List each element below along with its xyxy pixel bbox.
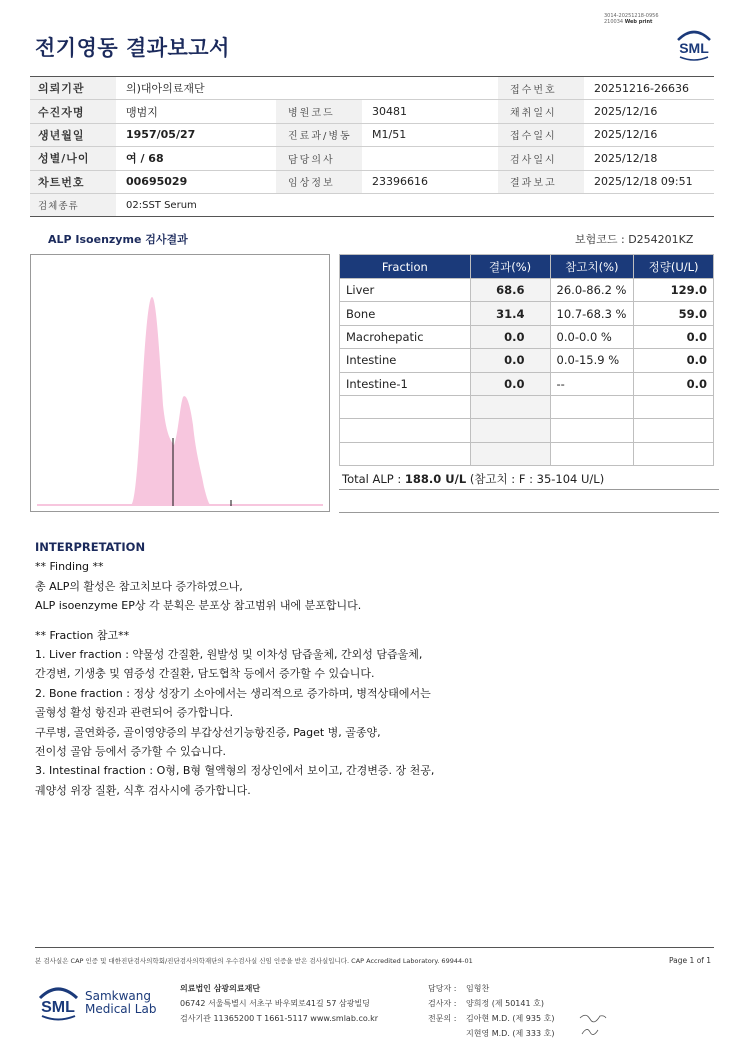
info-value: [362, 147, 498, 170]
col-header: 참고치(%): [550, 255, 634, 279]
sml-logo-icon: [36, 982, 81, 1022]
accreditation-note: 본 검사실은 CAP 인증 및 대한진단검사의학회/진단검사의학재단의 우수검사실 신임 인증을 받은 검사실입니다. CAP Accredited Laboratory. 69944-01: [35, 957, 473, 965]
fraction-result: 0.0: [470, 349, 550, 372]
info-row: [30, 123, 714, 146]
print-id: 3014-20251218-0956 210034 Web print: [604, 13, 659, 25]
info-label: 결과보고: [498, 170, 584, 193]
col-header: 정량(U/L): [634, 255, 714, 279]
insurance-code: 보험코드 : D254201KZ: [575, 233, 694, 246]
footer-divider: [35, 947, 714, 948]
info-label: 차트번호: [30, 170, 116, 193]
specimen-type: 02:SST Serum: [116, 193, 714, 216]
table-row: [340, 349, 714, 372]
page-title: 전기영동 결과보고서: [35, 36, 230, 60]
info-label: 접수번호: [498, 77, 584, 100]
fraction-amount: 0.0: [634, 325, 714, 348]
info-label: 생년월일: [30, 123, 116, 146]
info-value: 2025/12/18: [584, 147, 714, 170]
chart-number: 00695029: [116, 170, 276, 193]
table-row-empty: [340, 442, 714, 465]
table-row: [340, 372, 714, 395]
info-row: [30, 100, 714, 123]
info-value: 2025/12/18 09:51: [584, 170, 714, 193]
fraction-ref: 0.0-0.0 %: [550, 325, 634, 348]
interp-line: 1. Liver fraction : 약물성 간질환, 원발성 및 이차성 담즙울체, 간외성 담즙울체,: [35, 648, 423, 662]
info-label: 임상정보: [276, 170, 362, 193]
info-label: 검체종류: [30, 193, 116, 216]
brand-name: Samkwang Medical Lab: [85, 989, 157, 1016]
fraction-result: 68.6: [470, 279, 550, 302]
info-label: 접수일시: [498, 123, 584, 146]
info-value: 2025/12/16: [584, 100, 714, 123]
info-label: 검사일시: [498, 147, 584, 170]
table-row-empty: [340, 395, 714, 418]
fraction-result: 0.0: [470, 325, 550, 348]
interpretation-heading: INTERPRETATION: [35, 540, 146, 554]
sml-logo-icon: [674, 26, 714, 62]
table-row: [340, 279, 714, 302]
interp-line: 전이성 골암 등에서 증가할 수 있습니다.: [35, 745, 226, 759]
table-row: [340, 325, 714, 348]
interpretation: [35, 538, 715, 800]
interp-line: 간경변, 기생충 및 염증성 간질환, 담도협착 등에서 증가할 수 있습니다.: [35, 667, 375, 681]
divider: [339, 512, 719, 513]
svg-text:SML: SML: [679, 40, 709, 56]
info-value: 30481: [362, 100, 498, 123]
fraction-name: Macrohepatic: [340, 325, 471, 348]
info-label: 병원코드: [276, 100, 362, 123]
info-value: M1/51: [362, 123, 498, 146]
interp-line: 2. Bone fraction : 정상 성장기 소아에서는 생리적으로 증가하며, 병적상태에서는: [35, 686, 431, 700]
info-label: 의뢰기관: [30, 77, 116, 100]
section-title: ALP Isoenzyme 검사결과: [48, 233, 188, 246]
interp-line: 골형성 활성 항진과 관련되어 증가합니다.: [35, 706, 234, 720]
fraction-amount: 0.0: [634, 372, 714, 395]
table-row: [340, 302, 714, 325]
total-alp-value: 188.0 U/L: [404, 472, 467, 486]
info-value: 의)대아의료재단: [116, 77, 498, 100]
fraction-ref: 10.7-68.3 %: [550, 302, 634, 325]
interp-line: 구루병, 골연화증, 골이영양증의 부갑상선기능항진증, Paget 병, 골종양,: [35, 725, 381, 739]
fraction-amount: 129.0: [634, 279, 714, 302]
interp-line: 3. Intestinal fraction : O형, B형 혈액형의 정상인에서 보이고, 간경변증. 장 천공,: [35, 764, 435, 778]
fraction-name: Bone: [340, 302, 471, 325]
fraction-ref: 26.0-86.2 %: [550, 279, 634, 302]
signature-icon: [578, 1010, 608, 1040]
reference-title: ** Fraction 참고**: [35, 628, 130, 642]
info-label: 진료과/병동: [276, 123, 362, 146]
info-label: 수진자명: [30, 100, 116, 123]
patient-info-table: [30, 76, 714, 217]
page-number: Page 1 of 1: [669, 956, 712, 965]
electrophoresis-graph: [30, 254, 330, 512]
info-label: 성별/나이: [30, 147, 116, 170]
fraction-name: Intestine: [340, 349, 471, 372]
info-label: 담당의사: [276, 147, 362, 170]
fraction-table: [339, 254, 714, 466]
fraction-amount: 59.0: [634, 302, 714, 325]
fraction-ref: 0.0-15.9 %: [550, 349, 634, 372]
birth-date: 1957/05/27: [116, 123, 276, 146]
divider: [339, 489, 719, 490]
info-row: [30, 170, 714, 193]
fraction-result: 0.0: [470, 372, 550, 395]
info-row: [30, 147, 714, 170]
finding-title: ** Finding **: [35, 560, 104, 574]
interp-line: ALP isoenzyme EP상 각 분획은 분포상 참고범위 내에 분포합니다.: [35, 599, 362, 613]
info-value: 2025/12/16: [584, 123, 714, 146]
fraction-result: 31.4: [470, 302, 550, 325]
fraction-amount: 0.0: [634, 349, 714, 372]
organization-info: 의료법인 삼광의료재단 06742 서울특별시 서초구 바우뫼로41길 57 삼광빌딩 검사기관 11365200 T 1661-5117 www.smlab.co.kr: [180, 984, 379, 1023]
info-row: [30, 77, 714, 100]
info-value: 23396616: [362, 170, 498, 193]
total-alp: Total ALP : 188.0 U/L (참고치 : F : 35-104 U/L): [342, 472, 605, 486]
svg-text:SML: SML: [41, 999, 75, 1016]
info-label: 채취일시: [498, 100, 584, 123]
col-header: 결과(%): [470, 255, 550, 279]
sex-age: 여 / 68: [116, 147, 276, 170]
fraction-name: Intestine-1: [340, 372, 471, 395]
staff-info: 담당자 : 임형찬 검사자 : 양희정 (제 50141 호) 전문의 : 김아현 M.D. (제 935 호) 지현영 M.D. (제 333 호): [428, 984, 555, 1038]
fraction-name: Liver: [340, 279, 471, 302]
table-row-empty: [340, 419, 714, 442]
liver-peak: [131, 297, 211, 505]
interp-line: 총 ALP의 활성은 참고치보다 증가하였으나,: [35, 579, 243, 593]
patient-name: 맹범지: [116, 100, 276, 123]
info-row: [30, 193, 714, 216]
col-header: Fraction: [340, 255, 471, 279]
info-value: 20251216-26636: [584, 77, 714, 100]
fraction-ref: --: [550, 372, 634, 395]
interp-line: 궤양성 위장 질환, 식후 검사시에 증가합니다.: [35, 783, 251, 797]
